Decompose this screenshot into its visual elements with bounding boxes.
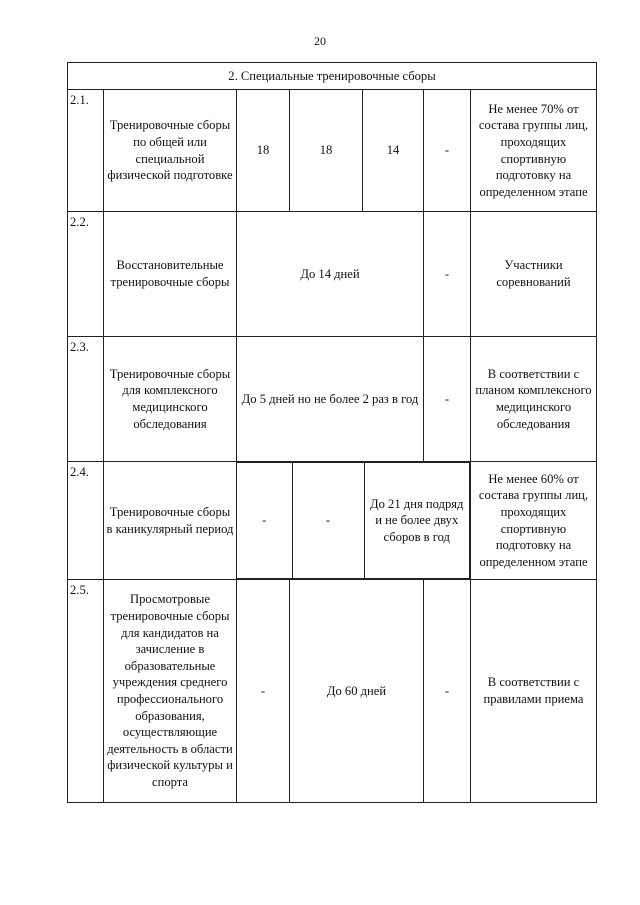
row-number: 2.2. [68,212,104,337]
table-row [68,462,597,580]
days-cell: 18 [237,90,290,212]
days-subgrid-table [237,462,470,579]
days-cell: 18 [290,90,363,212]
days-cell: - [424,212,471,337]
section-header-row [68,63,597,90]
days-merged-cell: До 5 дней но не более 2 раз в год [237,337,424,462]
table-row [68,580,597,803]
days-cell: - [424,580,471,803]
row-number: 2.5. [68,580,104,803]
days-merged-cell: До 21 дня подряд и не более двух сборов в год [364,463,470,579]
days-merged-cell: До 60 дней [290,580,424,803]
participants-note: В соответствии с правилами приема [471,580,597,803]
days-cell: - [424,90,471,212]
days-cell: - [237,580,290,803]
table-row [68,337,597,462]
days-cell: - [292,463,364,579]
camp-name: Тренировочные сборы для комплексного медицинского обследования [104,337,237,462]
participants-note: В соответствии с планом комплексного медицинского обследования [471,337,597,462]
page-number: 20 [314,34,326,48]
days-cell: - [237,463,292,579]
row-number: 2.3. [68,337,104,462]
section-title: 2. Специальные тренировочные сборы [68,63,597,90]
row-number: 2.4. [68,462,104,580]
camp-name: Восстановительные тренировочные сборы [104,212,237,337]
table-row [68,90,597,212]
camp-name: Просмотровые тренировочные сборы для кандидатов на зачисление в образовательные учреждения среднего профессионального образования, осуществляющие деятельность в области физической культуры и спорта [104,580,237,803]
days-merged-cell: До 14 дней [237,212,424,337]
camp-name: Тренировочные сборы по общей или специальной физической подготовке [104,90,237,212]
days-cell: 14 [363,90,424,212]
camp-name: Тренировочные сборы в каникулярный период [104,462,237,580]
table-row [68,212,597,337]
participants-note: Не менее 60% от состава группы лиц, проходящих спортивную подготовку на определенном этапе [471,462,597,580]
days-cell: - [424,337,471,462]
training-camps-table [67,62,597,803]
row-number: 2.1. [68,90,104,212]
participants-note: Участники соревнований [471,212,597,337]
days-subgrid [237,462,471,580]
participants-note: Не менее 70% от состава группы лиц, проходящих спортивную подготовку на определенном этапе [471,90,597,212]
